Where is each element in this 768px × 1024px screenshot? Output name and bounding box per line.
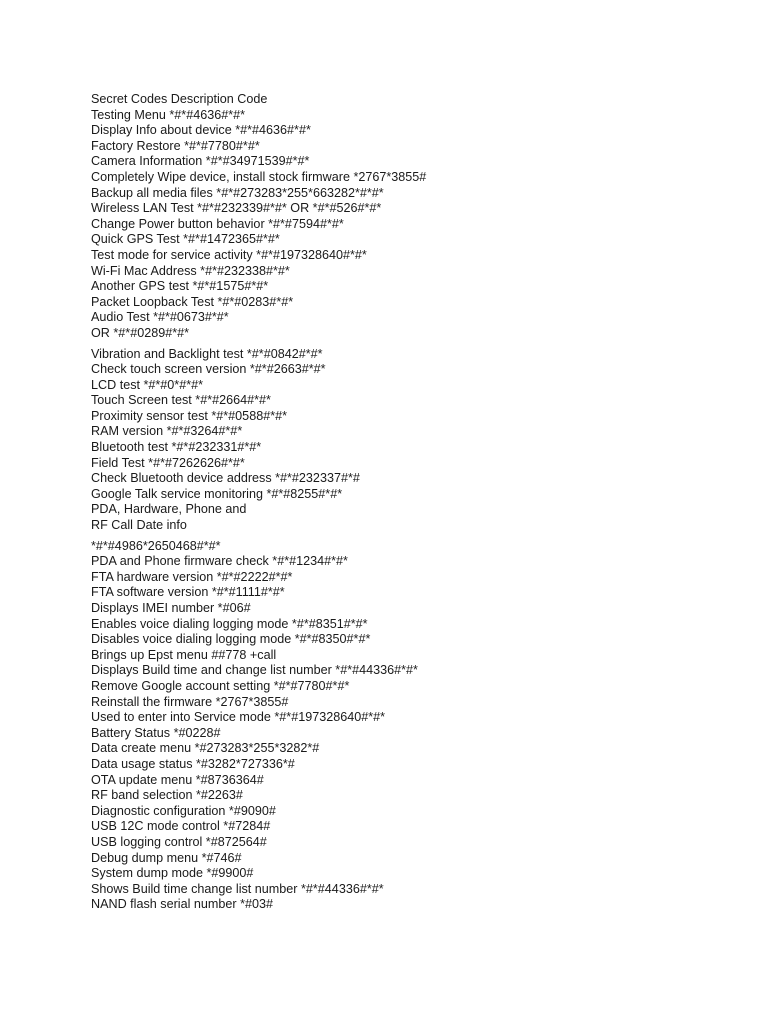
text-line: Proximity sensor test *#*#0588#*#* xyxy=(91,408,288,423)
text-line: Remove Google account setting *#*#7780#*#* xyxy=(91,678,350,693)
text-line: FTA software version *#*#1111#*#* xyxy=(91,585,285,600)
text-line: *#*#4986*2650468#*#* xyxy=(91,538,221,553)
text-line: Another GPS test *#*#1575#*#* xyxy=(91,279,269,294)
secret-codes-text-block xyxy=(91,92,751,913)
text-line: Quick GPS Test *#*#1472365#*#* xyxy=(91,232,280,247)
text-line: RAM version *#*#3264#*#* xyxy=(91,424,243,439)
text-line: Reinstall the firmware *2767*3855# xyxy=(91,694,289,709)
document-heading: Secret Codes Description Code xyxy=(91,92,268,106)
text-line: Completely Wipe device, install stock firmware *2767*3855# xyxy=(91,169,427,184)
text-line: Change Power button behavior *#*#7594#*#* xyxy=(91,216,344,231)
text-line: Battery Status *#0228# xyxy=(91,725,221,740)
text-line: Displays Build time and change list number *#*#44336#*#* xyxy=(91,663,418,678)
text-line: LCD test *#*#0*#*#* xyxy=(91,377,204,392)
text-line: RF Call Date info xyxy=(91,518,187,533)
text-line: NAND flash serial number *#03# xyxy=(91,897,273,912)
text-line: Displays IMEI number *#06# xyxy=(91,601,251,615)
text-line: Used to enter into Service mode *#*#197328640#*#* xyxy=(91,710,386,725)
text-line: Backup all media files *#*#273283*255*663282*#*#* xyxy=(91,185,384,200)
text-line: Factory Restore *#*#7780#*#* xyxy=(91,138,260,153)
text-line: Testing Menu *#*#4636#*#* xyxy=(91,107,246,122)
text-line: OR *#*#0289#*#* xyxy=(91,325,190,340)
text-line: Wi-Fi Mac Address *#*#232338#*#* xyxy=(91,263,290,278)
text-line: RF band selection *#2263# xyxy=(91,788,243,803)
text-line: Brings up Epst menu ##778 +call xyxy=(91,647,277,662)
text-line: Enables voice dialing logging mode *#*#8351#*#* xyxy=(91,616,368,631)
text-line: Check touch screen version *#*#2663#*#* xyxy=(91,362,326,377)
text-line: USB logging control *#872564# xyxy=(91,834,267,849)
text-line: PDA and Phone firmware check *#*#1234#*#* xyxy=(91,554,348,569)
text-line: Camera Information *#*#34971539#*#* xyxy=(91,154,310,169)
text-line: System dump mode *#9900# xyxy=(91,866,254,881)
text-line: USB 12C mode control *#7284# xyxy=(91,819,271,834)
text-line: PDA, Hardware, Phone and xyxy=(91,502,247,517)
text-line: OTA update menu *#8736364# xyxy=(91,772,264,787)
text-line: Packet Loopback Test *#*#0283#*#* xyxy=(91,294,294,309)
text-line: Wireless LAN Test *#*#232339#*#* OR *#*#526#*#* xyxy=(91,201,382,216)
text-line: Bluetooth test *#*#232331#*#* xyxy=(91,440,262,455)
text-line: Google Talk service monitoring *#*#8255#*#* xyxy=(91,486,343,501)
text-line: Data create menu *#273283*255*3282*# xyxy=(91,741,320,756)
text-line: Diagnostic configuration *#9090# xyxy=(91,803,276,818)
text-line: Test mode for service activity *#*#197328640#*#* xyxy=(91,247,367,262)
text-line: Check Bluetooth device address *#*#232337#*# xyxy=(91,471,360,486)
text-line: Audio Test *#*#0673#*#* xyxy=(91,310,229,325)
text-line: Disables voice dialing logging mode *#*#8350#*#* xyxy=(91,632,371,647)
text-line: Data usage status *#3282*727336*# xyxy=(91,756,295,771)
text-line: Touch Screen test *#*#2664#*#* xyxy=(91,393,271,408)
text-line: Debug dump menu *#746# xyxy=(91,850,242,865)
text-line: Display Info about device *#*#4636#*#* xyxy=(91,123,311,138)
text-line: Vibration and Backlight test *#*#0842#*#* xyxy=(91,346,323,361)
text-line: FTA hardware version *#*#2222#*#* xyxy=(91,569,293,584)
text-line: Shows Build time change list number *#*#44336#*#* xyxy=(91,881,384,896)
text-line: Field Test *#*#7262626#*#* xyxy=(91,455,245,470)
